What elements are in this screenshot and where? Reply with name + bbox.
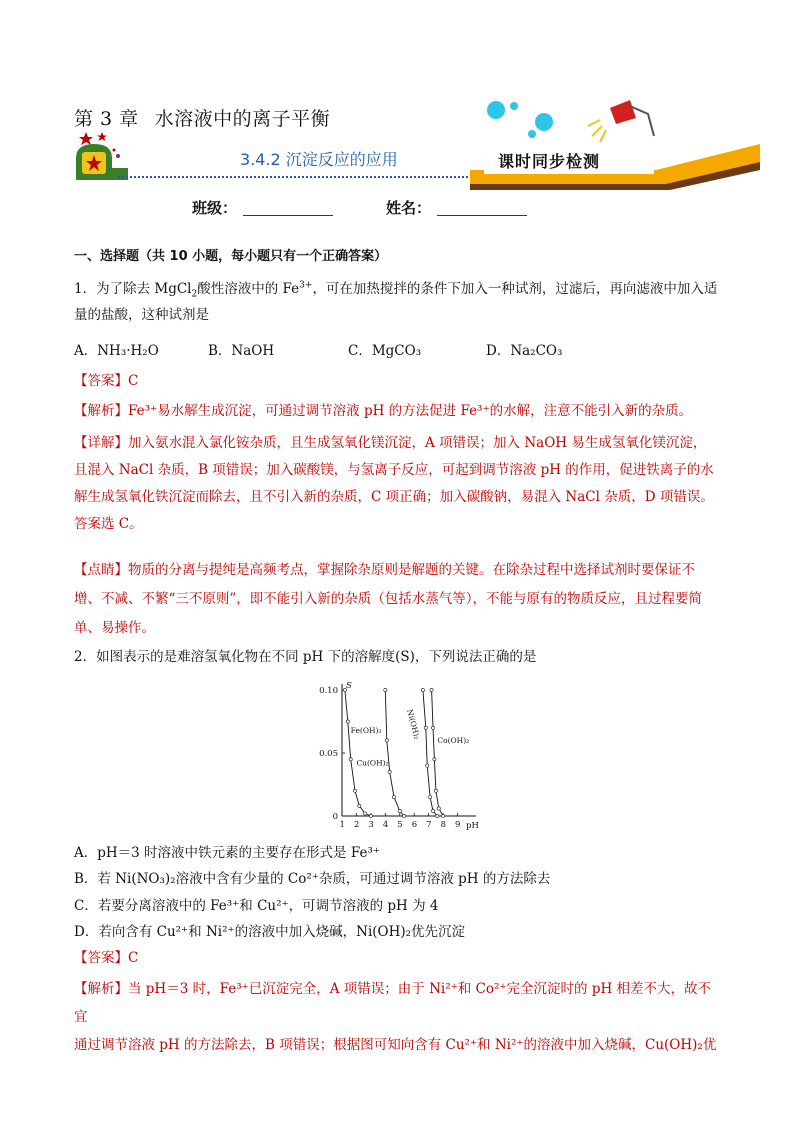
x-tick-label: 9 [455,820,461,830]
data-point [403,814,406,817]
data-point [421,688,424,691]
q1-option-c[interactable]: C．MgCO₃ [348,343,422,359]
data-point [431,726,434,729]
data-point [429,796,432,799]
q1-option-d[interactable]: D．Na₂CO₃ [486,343,563,359]
section-title: 一、选择题（共 10 小题，每小题只有一个正确答案） [74,249,388,264]
q1-option-a[interactable]: A．NH₃·H₂O [74,343,159,359]
chapter-heading [74,104,330,131]
analysis-tag: 【解析】 [74,403,128,419]
y-axis-label: S [346,681,352,691]
chapter-number: 第 3 章 [74,108,139,130]
name-label: 姓名： [386,199,432,217]
q2-answer [74,945,724,971]
data-point [364,812,367,815]
data-point [398,809,401,812]
lamp-icon [588,100,654,142]
answer-tag: 【答案】 [74,950,128,966]
class-label: 班级： [192,199,238,217]
data-point [433,758,436,761]
y-tick-label: 0.05 [319,749,338,759]
tip-line: 物质的分离与提纯是高频考点，掌握除杂原则是解题的关键。在除杂过程中选择试剂时要保证不 [128,562,695,578]
detail-line: 解生成氢氧化铁沉淀而除去，且不引入新的杂质，C 项正确；加入碳酸钠，易混入 NaCl 杂质，D 项错误。 [74,489,714,505]
class-field [192,197,333,218]
q1-option-b[interactable]: B．NaOH [208,343,275,359]
x-tick-label: 2 [353,820,360,830]
y-tick-label: 0.10 [319,686,338,696]
data-point [384,688,387,691]
header-divider [118,176,468,178]
class-blank[interactable] [243,215,333,216]
q1-stem: 1．为了除去 MgCl$_2$酸性溶液中的 $Fe^{3+}$，可在加热搅拌的条件下加入一种试剂，过滤后，再向滤液中加入适 量的盐酸，这种试剂是 [74,280,718,323]
q1-stem-part: 1．为了除去 MgCl [74,281,192,297]
q2-option-a[interactable]: A．pH＝3 时溶液中铁元素的主要存在形式是 Fe³⁺ [74,845,380,861]
q1-answer [74,368,724,394]
x-axis-label: pH [466,821,479,830]
q1-stem-part: 酸性溶液中的 Fe [197,281,300,297]
analysis-line: 通过调节溶液 pH 的方法除去，B 项错误；根据图可知向含有 Cu²⁺和 Ni²⁺的溶液中加入烧碱，Cu(OH)₂优 [74,1037,717,1053]
series-label: Fe(OH)₃ [350,725,382,735]
detail-line: 加入氨水混入氯化铵杂质，且生成氢氧化镁沉淀，A 项错误；加入 NaOH 易生成氢氧化镁沉淀， [128,435,707,451]
q2-option-d[interactable]: D．若向含有 Cu²⁺和 Ni²⁺的溶液中加入烧碱，Ni(OH)₂优先沉淀 [74,924,466,940]
x-tick-label: 4 [382,820,389,830]
q2-stem: 2．如图表示的是难溶氢氧化物在不同 pH 下的溶解度(S)，下列说法正确的是 [74,649,537,665]
q1-tip [74,556,724,643]
detail-line: 且混入 NaCl 杂质，B 项错误；加入碳酸镁，与氢离子反应，可起到调节溶液 pH 的作用，促进铁离子的水 [74,462,714,478]
series-label: Co(OH)₂ [437,735,470,745]
lesson-title: 3.4.2 沉淀反应的应用 [240,150,398,169]
data-point [385,739,388,742]
data-point [424,726,427,729]
tip-line: 单、易操作。 [74,620,155,636]
name-field [386,197,527,218]
y-tick-label: 0 [332,812,338,822]
q1-analysis [74,398,724,424]
answer-value: C [128,373,139,389]
x-tick-label: 5 [397,820,403,830]
answer-value: C [128,950,139,966]
q2-analysis [74,975,724,1059]
series-label: Ni(OH)₂ [405,708,422,741]
data-point [434,789,437,792]
data-point [388,770,391,773]
detail-line: 答案选 C。 [74,516,143,532]
data-point [437,807,440,810]
analysis-text: Fe³⁺易水解生成沉淀，可通过调节溶液 pH 的方法促进 Fe³⁺的水解，注意不能引入新的杂质。 [128,403,693,419]
q1-stem-line2: 量的盐酸，这种试剂是 [74,307,209,323]
q2-option-b[interactable]: B．若 Ni(NO₃)₂溶液中含有少量的 Co²⁺杂质，可通过调节溶液 pH 的方法除去 [74,871,551,887]
data-point [349,758,352,761]
data-point [353,789,356,792]
banner-graphic [460,100,760,190]
tip-tag: 【点睛】 [74,562,128,578]
data-point [392,796,395,799]
data-point [343,688,346,691]
chapter-title: 水溶液中的离子平衡 [154,108,331,130]
q1-options [74,338,724,364]
x-tick-label: 7 [426,820,432,830]
data-point [369,814,372,817]
analysis-line: 当 pH＝3 时，Fe³⁺已沉淀完全，A 项错误；由于 Ni²⁺和 Co²⁺完全沉淀时的 pH 相差不大，故不宜 [74,981,712,1025]
series-label: Cu(OH)₂ [356,758,389,768]
q1-stem-part: ，可在加热搅拌的条件下加入一种试剂，过滤后，再向滤液中加入适 [312,281,718,297]
detail-tag: 【详解】 [74,435,128,451]
data-point [426,764,429,767]
x-tick-label: 8 [440,820,447,830]
x-tick-label: 1 [339,820,345,830]
data-point [442,814,445,817]
tip-line: 增、不减、不繁“三不原则”，即不能引入新的杂质（包括水蒸气等），不能与原有的物质反应，且过程要简 [74,591,703,607]
x-tick-label: 3 [368,820,374,830]
q1-detail [74,430,724,538]
banner-label: 课时同步检测 [498,152,601,171]
series-line [345,690,371,816]
data-point [436,814,439,817]
data-point [346,720,349,723]
name-blank[interactable] [437,215,527,216]
data-point [430,688,433,691]
data-point [431,809,434,812]
x-tick-label: 6 [411,820,418,830]
data-point [358,804,361,807]
answer-tag: 【答案】 [74,373,128,389]
analysis-tag: 【解析】 [74,981,128,997]
series-line [432,690,444,816]
solubility-chart [310,678,480,830]
q2-option-c[interactable]: C．若要分离溶液中的 Fe³⁺和 Cu²⁺，可调节溶液的 pH 为 4 [74,898,439,914]
